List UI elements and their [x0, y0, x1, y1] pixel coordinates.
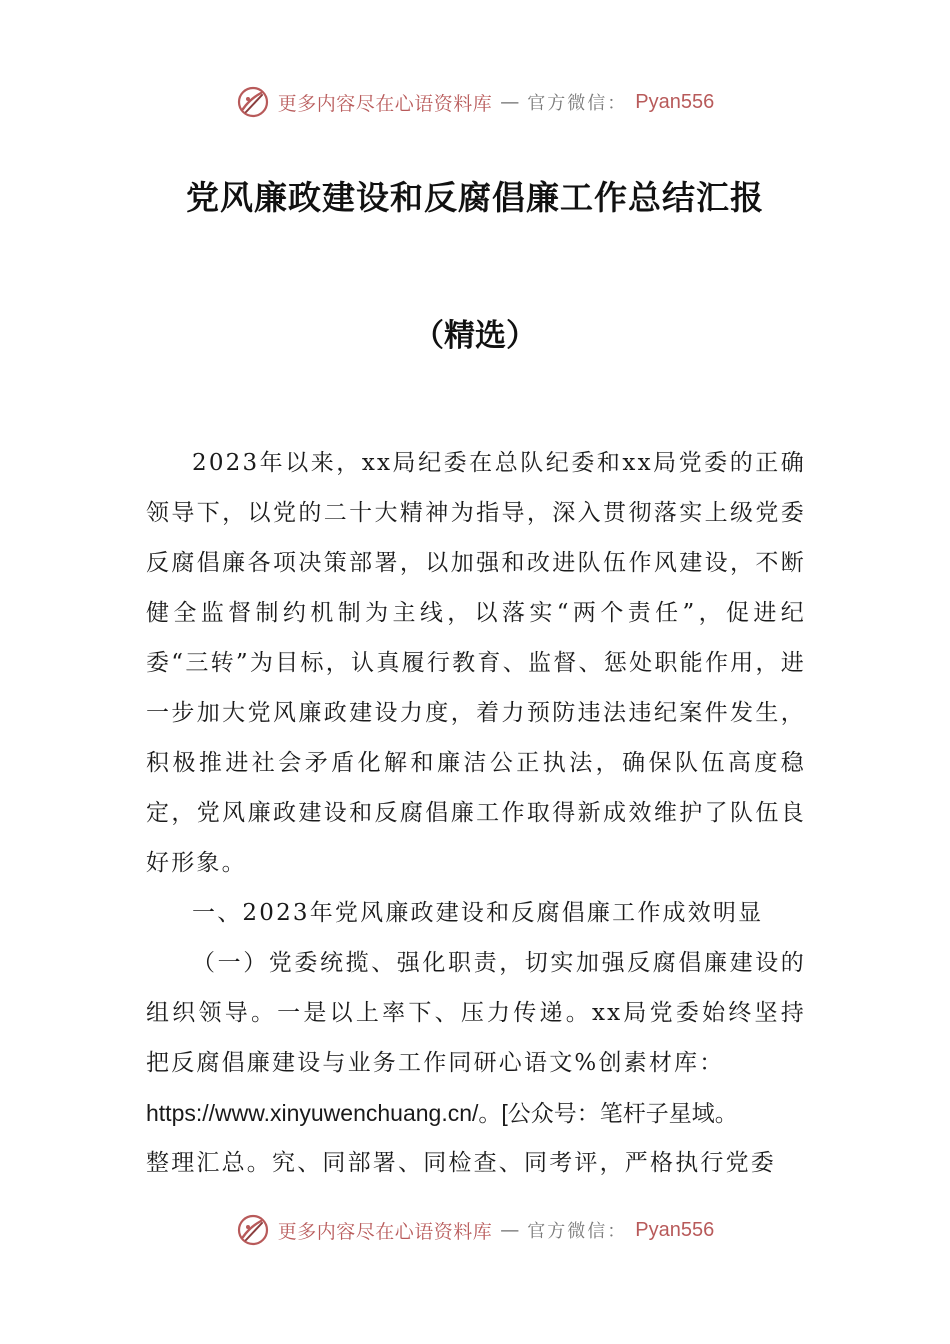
banner-wechat-label: 官方微信： — [527, 93, 628, 114]
banner-separator: — — [500, 1219, 520, 1241]
pen-circle-logo-icon — [236, 1213, 270, 1247]
body-paragraph: 2023年以来，xx局纪委在总队纪委和xx局党委的正确领导下，以党的二十大精神为指导，深入贯彻落实上级党委反腐倡廉各项决策部署，以加强和改进队伍作风建设，不断健全监督制约机制为主线，以落实“两个责任”，促进纪委“三转”为目标，认真履行教育、监督、惩处职能作用，进一步加大党风廉政建设力度，着力预防违法违纪案件发生，积极推进社会矛盾化解和廉洁公正执法，确保队伍高度稳定，党风廉政建设和反腐倡廉工作取得新成效维护了队伍良好形象。 — [146, 450, 806, 876]
banner-wechat-id: Pyan556 — [635, 1218, 715, 1241]
banner-brand-text: 更多内容尽在心语资料库 — [277, 1220, 493, 1243]
section-heading: 一、2023年党风廉政建设和反腐倡廉工作成效明显 — [192, 900, 764, 926]
document-body — [146, 438, 806, 1188]
body-paragraph-continued: 整理汇总。究、同部署、同检查、同考评，严格执行党委 — [146, 1150, 776, 1176]
header-banner — [0, 80, 950, 124]
banner-brand-text: 更多内容尽在心语资料库 — [277, 92, 493, 115]
banner-separator: — — [500, 91, 520, 113]
body-paragraph: （一）党委统揽、强化职责，切实加强反腐倡廉建设的组织领导。一是以上率下、压力传递。xx局党委始终坚持把反腐倡廉建设与业务工作同研心语文%创素材库： — [146, 950, 806, 1076]
banner-wechat-id: Pyan556 — [635, 90, 715, 113]
document-subtitle: （精选） — [413, 318, 537, 354]
document-title: 党风廉政建设和反腐倡廉工作总结汇报 — [186, 178, 764, 217]
watermark-url-line: https://www.xinyuwenchuang.cn/。[公众号：笔杆子星域。 — [146, 1100, 738, 1126]
pen-circle-logo-icon — [236, 85, 270, 119]
footer-banner — [0, 1208, 950, 1252]
banner-wechat-label: 官方微信： — [527, 1221, 628, 1242]
